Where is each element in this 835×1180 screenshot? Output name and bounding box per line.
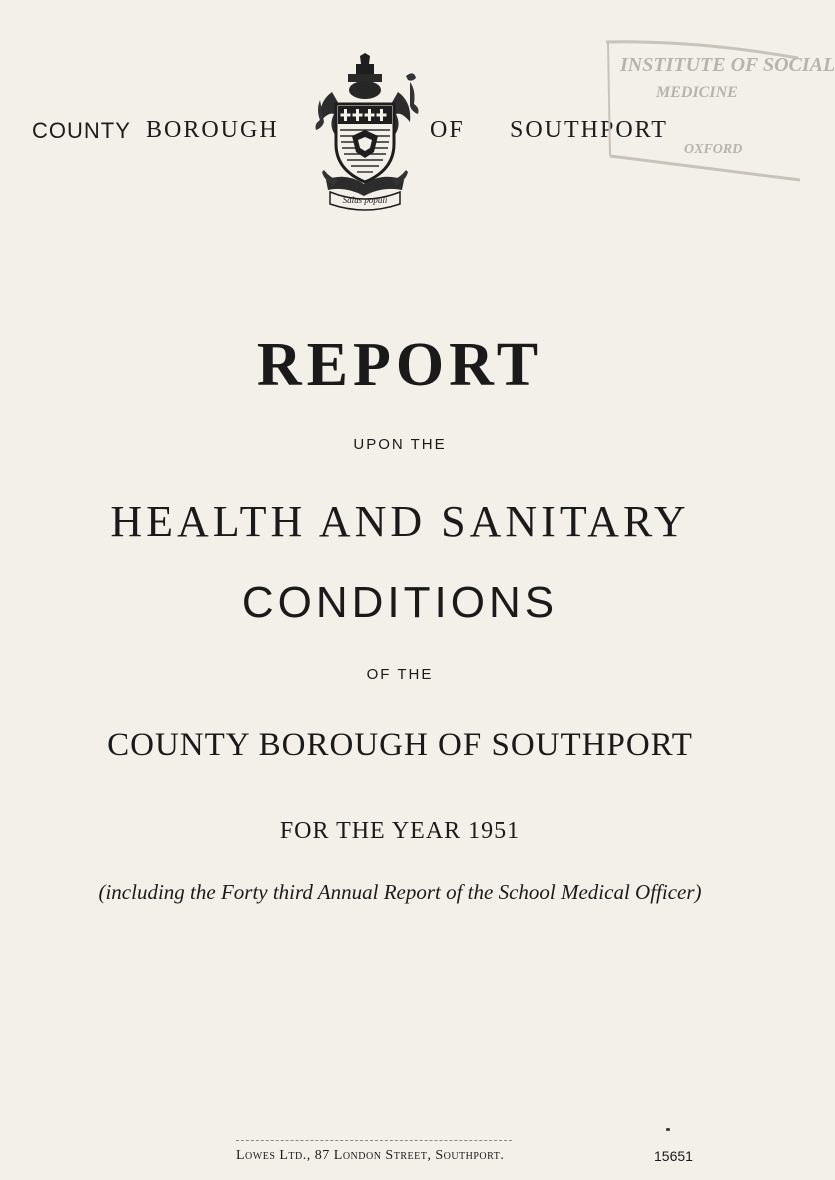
subtitle-including: (including the Forty third Annual Report of the School Medical Officer) bbox=[98, 880, 702, 904]
report-year: FOR THE YEAR 1951 bbox=[279, 818, 521, 844]
coat-of-arms bbox=[312, 52, 418, 212]
job-number: 15651 bbox=[654, 1148, 693, 1164]
stamp-line-2: MEDICINE bbox=[656, 84, 738, 101]
ink-dot bbox=[666, 1128, 670, 1131]
stamp-line-1: INSTITUTE OF SOCIAL bbox=[620, 54, 835, 76]
borough-name: COUNTY BOROUGH OF SOUTHPORT bbox=[107, 727, 693, 763]
header-southport: SOUTHPORT bbox=[510, 117, 668, 143]
header-of: OF bbox=[430, 117, 465, 143]
header-borough: BOROUGH bbox=[146, 117, 279, 143]
of-the: OF THE bbox=[366, 666, 434, 683]
printer-imprint: Lowes Ltd., 87 London Street, Southport. bbox=[236, 1148, 505, 1163]
motto-text: Salus populi bbox=[342, 195, 388, 205]
header-county: COUNTY bbox=[32, 118, 131, 143]
title-conditions: CONDITIONS bbox=[241, 578, 559, 627]
report-title: REPORT bbox=[256, 331, 544, 399]
stamp-line-3: OXFORD bbox=[684, 142, 743, 157]
upon-the: UPON THE bbox=[353, 436, 447, 453]
title-health-sanitary: HEALTH AND SANITARY bbox=[110, 497, 690, 546]
library-stamp bbox=[598, 38, 835, 168]
footer-rule bbox=[236, 1140, 512, 1141]
coat-of-arms-icon bbox=[312, 52, 418, 212]
